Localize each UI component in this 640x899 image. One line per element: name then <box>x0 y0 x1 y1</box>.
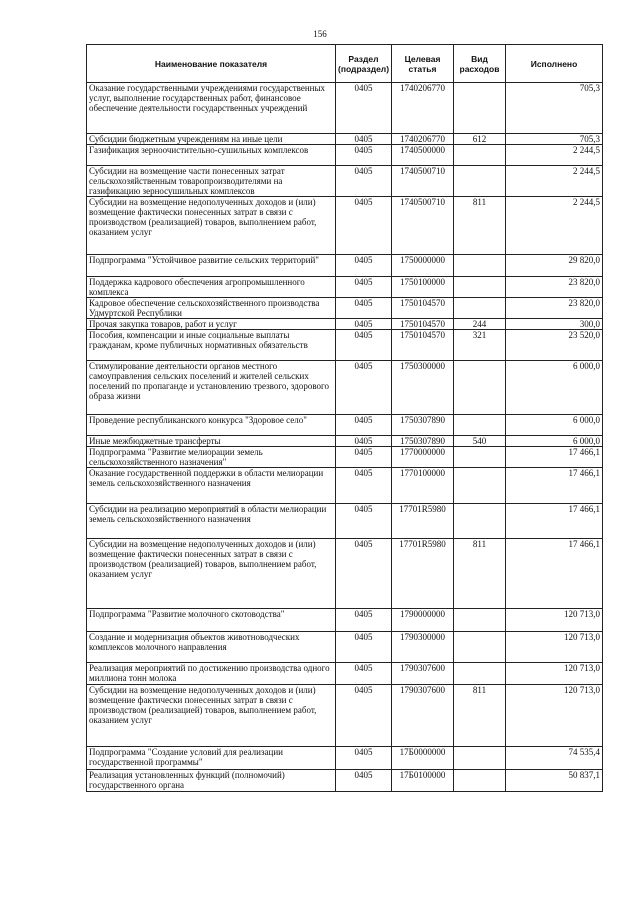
cell-target: 1740206770 <box>392 83 454 134</box>
cell-type <box>454 83 506 134</box>
table-row <box>87 663 603 685</box>
cell-name: Субсидии бюджетным учреждениям на иные цели <box>87 134 336 145</box>
table-row <box>87 197 603 255</box>
cell-type <box>454 609 506 632</box>
cell-type: 811 <box>454 539 506 609</box>
cell-type: 321 <box>454 330 506 361</box>
cell-name: Иные межбюджетные трансферты <box>87 436 336 447</box>
cell-type <box>454 504 506 539</box>
cell-amount: 23 820,0 <box>506 298 603 319</box>
header-type: Вид расходов <box>454 45 506 83</box>
cell-target: 17701R5980 <box>392 504 454 539</box>
cell-amount: 23 820,0 <box>506 277 603 298</box>
cell-section: 0405 <box>336 145 392 166</box>
cell-target: 17701R5980 <box>392 539 454 609</box>
cell-name: Оказание государственными учреждениями государственных услуг, выполнение государственных работ, финансовое обеспечение деятельности государственных учреждений <box>87 83 336 134</box>
table-row <box>87 468 603 504</box>
table-row <box>87 319 603 330</box>
table-row <box>87 415 603 436</box>
cell-type <box>454 663 506 685</box>
cell-target: 17Б0000000 <box>392 747 454 770</box>
cell-target: 1750307890 <box>392 415 454 436</box>
table-row <box>87 145 603 166</box>
cell-section: 0405 <box>336 361 392 415</box>
cell-type <box>454 447 506 468</box>
cell-amount: 120 713,0 <box>506 632 603 663</box>
cell-section: 0405 <box>336 255 392 277</box>
cell-name: Субсидии на возмещение недополученных доходов и (или) возмещение фактически понесенных затрат в связи с производством (реализацией) товаров, выполнением работ, оказанием услуг <box>87 197 336 255</box>
cell-section: 0405 <box>336 166 392 197</box>
cell-type <box>454 166 506 197</box>
cell-amount: 120 713,0 <box>506 609 603 632</box>
cell-name: Субсидии на возмещение недополученных доходов и (или) возмещение фактически понесенных затрат в связи с производством (реализацией) товаров, выполнением работ, оказанием услуг <box>87 539 336 609</box>
cell-target: 17Б0100000 <box>392 770 454 792</box>
cell-amount: 2 244,5 <box>506 145 603 166</box>
cell-type <box>454 298 506 319</box>
cell-amount: 17 466,1 <box>506 539 603 609</box>
cell-name: Подпрограмма "Устойчивое развитие сельских территорий" <box>87 255 336 277</box>
table-row <box>87 436 603 447</box>
cell-name: Субсидии на возмещение части понесенных затрат сельскохозяйственным товаропроизводителями на газификацию зерносушильных комплексов <box>87 166 336 197</box>
cell-target: 1770000000 <box>392 447 454 468</box>
cell-name: Поддержка кадрового обеспечения агропромышленного комплекса <box>87 277 336 298</box>
cell-amount: 6 000,0 <box>506 415 603 436</box>
table-row <box>87 298 603 319</box>
cell-section: 0405 <box>336 468 392 504</box>
cell-type: 540 <box>454 436 506 447</box>
cell-amount: 120 713,0 <box>506 663 603 685</box>
table-row <box>87 255 603 277</box>
cell-target: 1770100000 <box>392 468 454 504</box>
cell-section: 0405 <box>336 447 392 468</box>
cell-type <box>454 415 506 436</box>
cell-amount: 6 000,0 <box>506 436 603 447</box>
cell-section: 0405 <box>336 83 392 134</box>
cell-target: 1790000000 <box>392 609 454 632</box>
cell-name: Оказание государственной поддержки в области мелиорации земель сельскохозяйственного назначения <box>87 468 336 504</box>
cell-type: 811 <box>454 197 506 255</box>
cell-name: Реализация установленных функций (полномочий) государственного органа <box>87 770 336 792</box>
cell-name: Кадровое обеспечение сельскохозяйственного производства Удмуртской Республики <box>87 298 336 319</box>
cell-type <box>454 277 506 298</box>
cell-name: Реализация мероприятий по достижению производства одного миллиона тонн молока <box>87 663 336 685</box>
table-row <box>87 609 603 632</box>
header-target: Целевая статья <box>392 45 454 83</box>
cell-name: Создание и модернизация объектов животноводческих комплексов молочного направления <box>87 632 336 663</box>
cell-type <box>454 468 506 504</box>
cell-name: Пособия, компенсации и иные социальные выплаты гражданам, кроме публичных нормативных обязательств <box>87 330 336 361</box>
cell-type: 612 <box>454 134 506 145</box>
cell-type <box>454 145 506 166</box>
cell-type <box>454 255 506 277</box>
cell-section: 0405 <box>336 197 392 255</box>
cell-amount: 6 000,0 <box>506 361 603 415</box>
cell-section: 0405 <box>336 770 392 792</box>
table-row <box>87 447 603 468</box>
cell-target: 1740500710 <box>392 197 454 255</box>
cell-section: 0405 <box>336 436 392 447</box>
cell-section: 0405 <box>336 298 392 319</box>
cell-target: 1740500000 <box>392 145 454 166</box>
cell-amount: 2 244,5 <box>506 197 603 255</box>
cell-section: 0405 <box>336 415 392 436</box>
cell-section: 0405 <box>336 663 392 685</box>
cell-target: 1790300000 <box>392 632 454 663</box>
cell-name: Проведение республиканского конкурса "Здоровое село" <box>87 415 336 436</box>
cell-amount: 50 837,1 <box>506 770 603 792</box>
table-row <box>87 277 603 298</box>
cell-section: 0405 <box>336 747 392 770</box>
cell-amount: 120 713,0 <box>506 685 603 747</box>
cell-section: 0405 <box>336 134 392 145</box>
cell-name: Прочая закупка товаров, работ и услуг <box>87 319 336 330</box>
cell-target: 1750104570 <box>392 319 454 330</box>
cell-section: 0405 <box>336 539 392 609</box>
table-row <box>87 685 603 747</box>
table-row <box>87 134 603 145</box>
cell-target: 1750100000 <box>392 277 454 298</box>
cell-target: 1790307600 <box>392 663 454 685</box>
cell-section: 0405 <box>336 277 392 298</box>
table-row <box>87 747 603 770</box>
cell-type <box>454 747 506 770</box>
cell-name: Стимулирование деятельности органов местного самоуправления сельских поселений и жителей сельских поселений по пропаганде и установлению трезвого, здорового образа жизни <box>87 361 336 415</box>
cell-amount: 705,3 <box>506 83 603 134</box>
cell-amount: 17 466,1 <box>506 468 603 504</box>
cell-target: 1750104570 <box>392 298 454 319</box>
cell-section: 0405 <box>336 685 392 747</box>
cell-section: 0405 <box>336 330 392 361</box>
table-row <box>87 632 603 663</box>
cell-amount: 23 520,0 <box>506 330 603 361</box>
cell-type: 811 <box>454 685 506 747</box>
cell-section: 0405 <box>336 319 392 330</box>
header-amount: Исполнено <box>506 45 603 83</box>
cell-amount: 300,0 <box>506 319 603 330</box>
table-row <box>87 770 603 792</box>
cell-section: 0405 <box>336 504 392 539</box>
cell-type <box>454 632 506 663</box>
cell-target: 1750300000 <box>392 361 454 415</box>
cell-target: 1750307890 <box>392 436 454 447</box>
page-number: 156 <box>313 29 327 39</box>
table-row <box>87 504 603 539</box>
cell-name: Подпрограмма "Развитие молочного скотоводства" <box>87 609 336 632</box>
header-section: Раздел (подраздел) <box>336 45 392 83</box>
cell-amount: 17 466,1 <box>506 447 603 468</box>
cell-name: Подпрограмма "Создание условий для реализации государственной программы" <box>87 747 336 770</box>
cell-amount: 705,3 <box>506 134 603 145</box>
cell-amount: 74 535,4 <box>506 747 603 770</box>
cell-target: 1740500710 <box>392 166 454 197</box>
cell-name: Субсидии на реализацию мероприятий в области мелиорации земель сельскохозяйственного назначения <box>87 504 336 539</box>
cell-type: 244 <box>454 319 506 330</box>
cell-type <box>454 770 506 792</box>
header-row <box>87 45 603 83</box>
cell-amount: 29 820,0 <box>506 255 603 277</box>
cell-target: 1740206770 <box>392 134 454 145</box>
cell-target: 1750104570 <box>392 330 454 361</box>
table-row <box>87 539 603 609</box>
cell-target: 1750000000 <box>392 255 454 277</box>
header-name: Наименование показателя <box>87 45 336 83</box>
cell-target: 1790307600 <box>392 685 454 747</box>
cell-name: Субсидии на возмещение недополученных доходов и (или) возмещение фактически понесенных затрат в связи с производством (реализацией) товаров, выполнением работ, оказанием услуг <box>87 685 336 747</box>
cell-name: Газификация зерноочистительно-сушильных комплексов <box>87 145 336 166</box>
table-row <box>87 330 603 361</box>
cell-section: 0405 <box>336 609 392 632</box>
cell-amount: 2 244,5 <box>506 166 603 197</box>
table-row <box>87 166 603 197</box>
budget-table <box>86 44 603 792</box>
cell-name: Подпрограмма "Развитие мелиорации земель сельскохозяйственного назначения" <box>87 447 336 468</box>
table-row <box>87 83 603 134</box>
cell-type <box>454 361 506 415</box>
table-row <box>87 361 603 415</box>
cell-section: 0405 <box>336 632 392 663</box>
cell-amount: 17 466,1 <box>506 504 603 539</box>
